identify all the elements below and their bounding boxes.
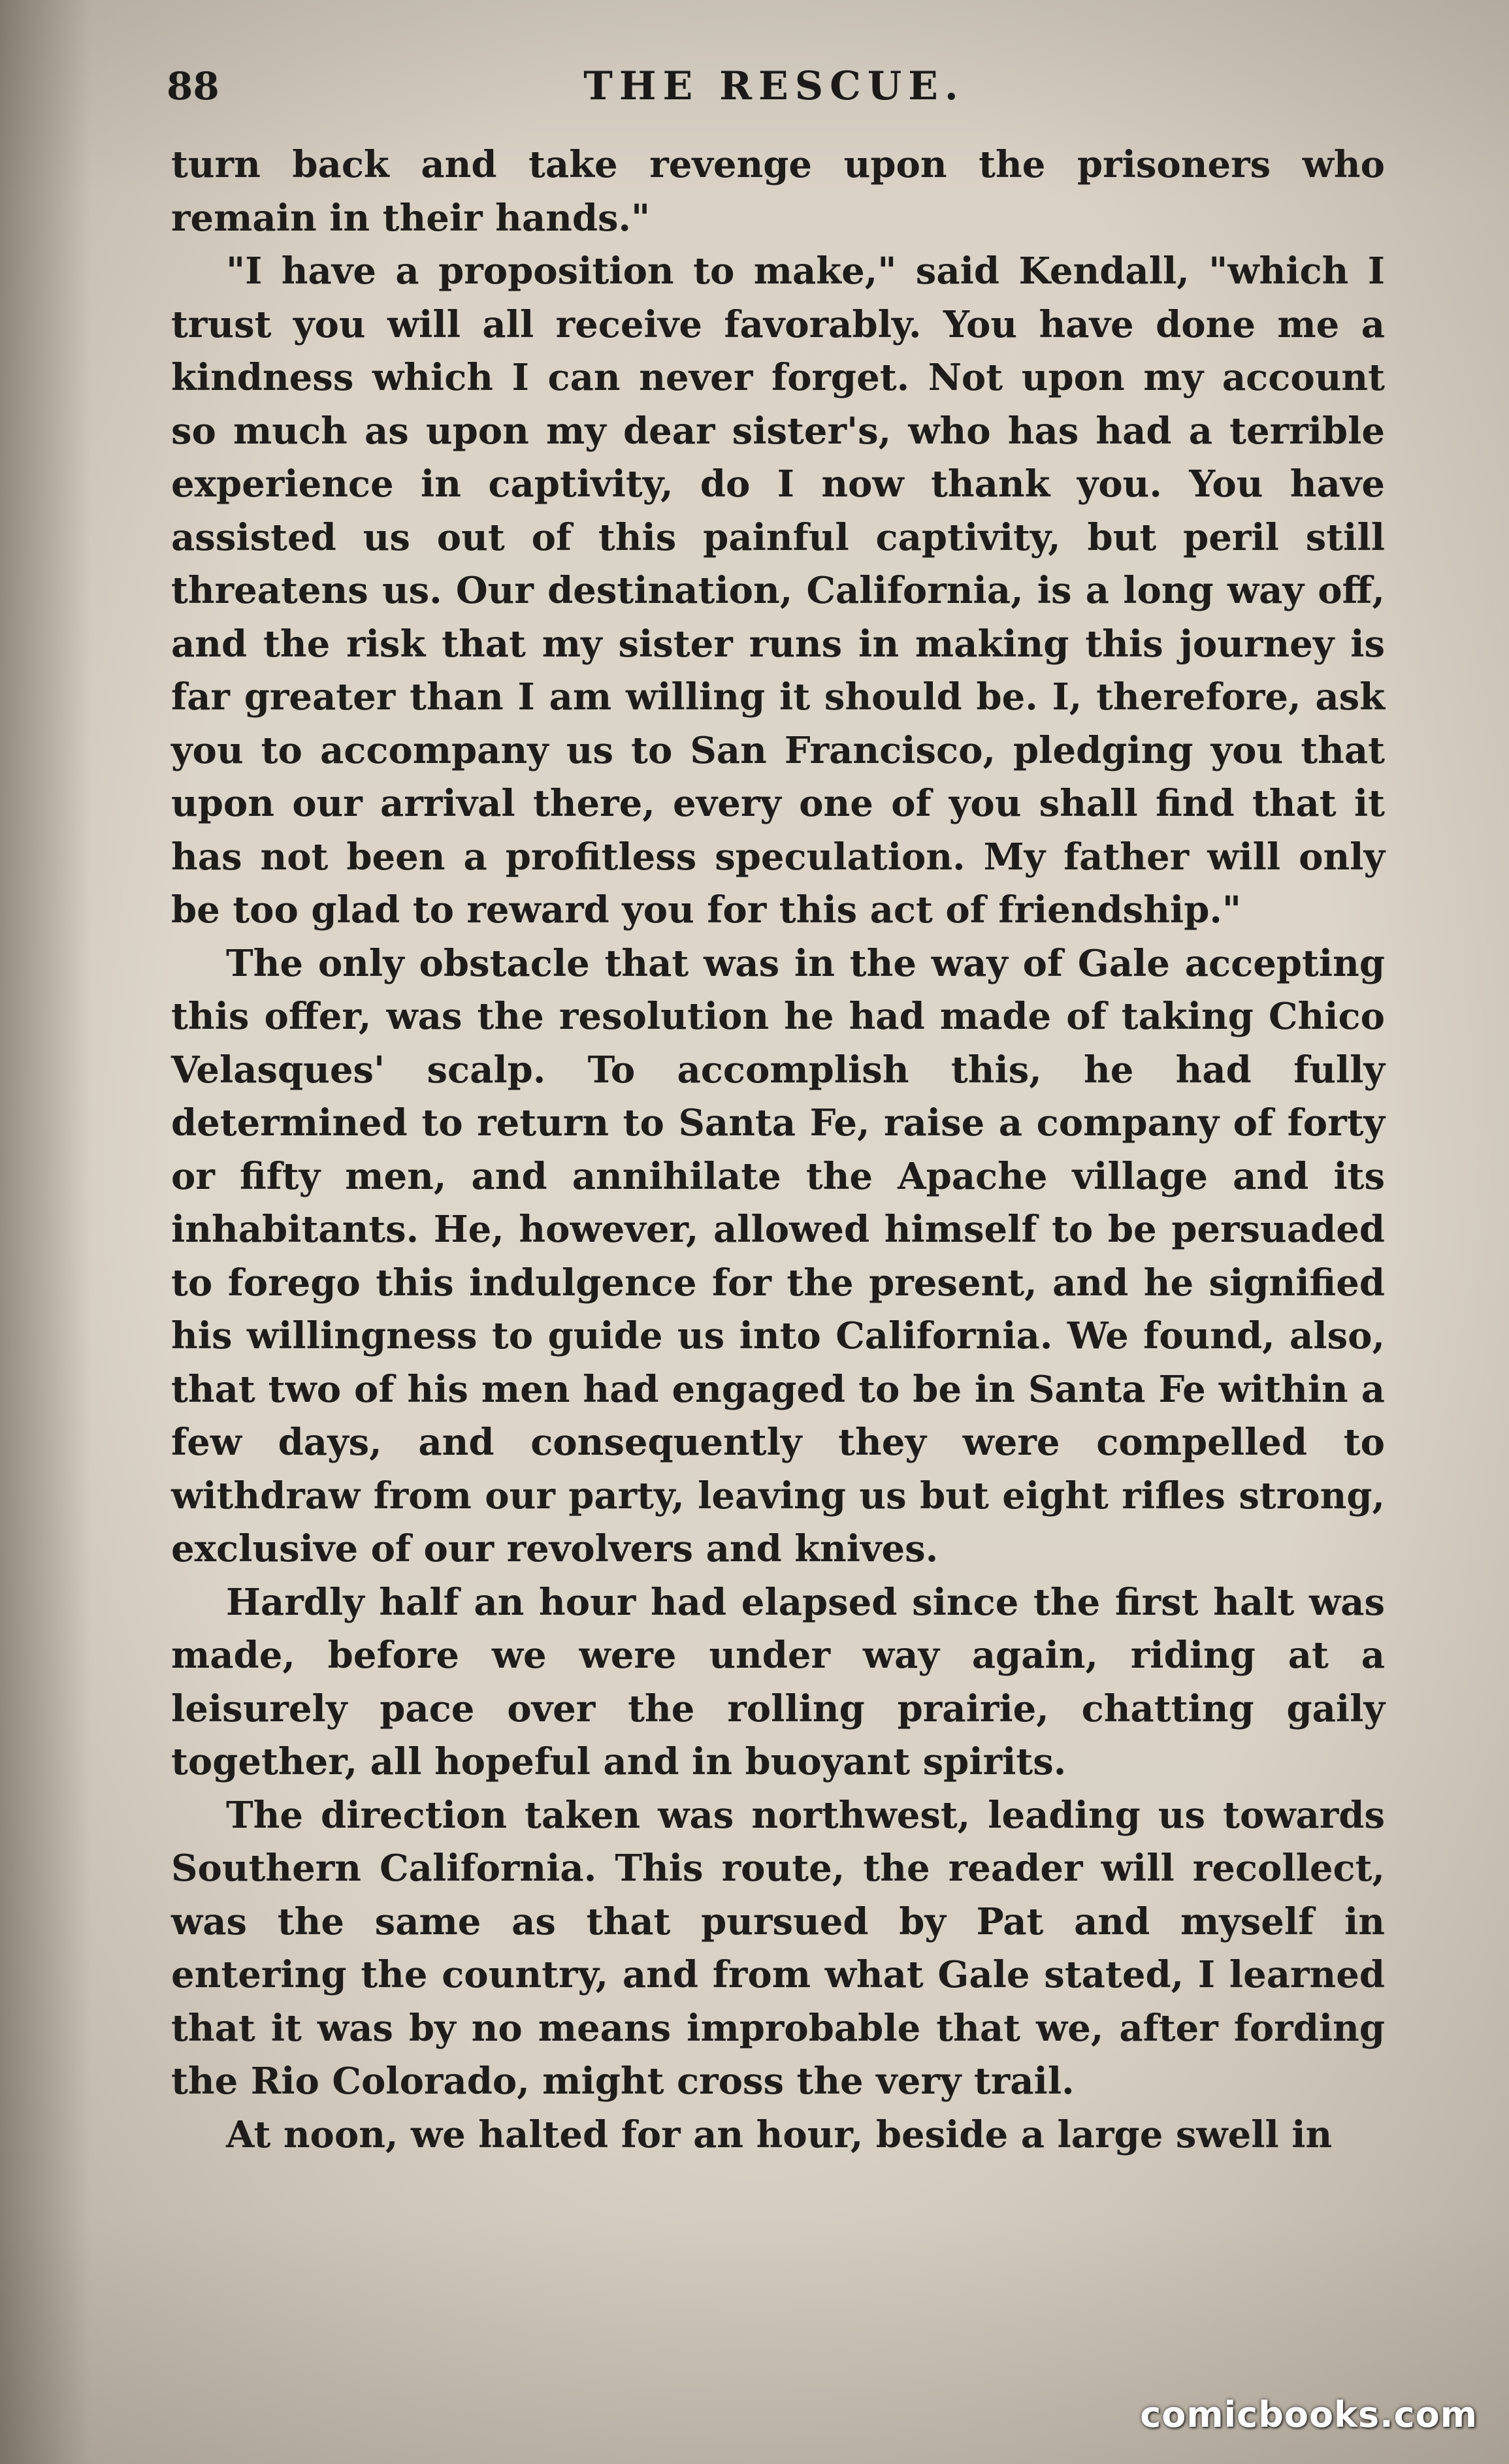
paragraph: The direction taken was northwest, leading us towards Southern California. This route, the reader will recollect, was the same as that pursued by Pat and myself in entering the country, and from what Gale stated, I learned that it was by no means improbable that we, after fording the Rio Colorado, might cross the very trail. bbox=[171, 1793, 1385, 2103]
paragraph: turn back and take revenge upon the prisoners who remain in their hands." bbox=[171, 143, 1385, 240]
page-shadow bbox=[0, 0, 91, 2464]
paragraph: Hardly half an hour had elapsed since the first halt was made, before we were under way again, riding at a leisurely pace over the rolling prairie, chatting gaily together, all hopeful and in buoyant spirits. bbox=[171, 1580, 1385, 1783]
paragraph: At noon, we halted for an hour, beside a large swell in bbox=[226, 2113, 1333, 2156]
paragraph: "I have a proposition to make," said Kendall, "which I trust you will all receive favorably. You have done me a kindness which I can never forget. Not upon my account so much as upon my dear sister's, who has had a terrible experience in captivity, do I now thank you. You have assisted us out of this painful captivity, but peril still threatens us. Our destination, California, is a long way off, and the risk that my sister runs in making this journey is far greater than I am willing it should be. I, therefore, ask you to accompany us to San Francisco, pledging you that upon our arrival there, every one of you shall find that it has not been a profitless speculation. My father will only be too glad to reward you for this act of friendship." bbox=[171, 250, 1385, 932]
paragraph: The only obstacle that was in the way of Gale accepting this offer, was the resolution he had made of taking Chico Velasques' scalp. To accomplish this, he had fully determined to return to Santa Fe, raise a company of forty or fifty men, and annihilate the Apache village and its inhabitants. He, however, allowed himself to be persuaded to forego this indulgence for the present, and he signified his willingness to guide us into California. We found, also, that two of his men had engaged to be in Santa Fe within a few days, and consequently they were compelled to withdraw from our party, leaving us but eight rifles strong, exclusive of our revolvers and knives. bbox=[171, 941, 1385, 1570]
page-number: 88 bbox=[167, 64, 219, 108]
running-head: THE RESCUE. bbox=[583, 63, 965, 109]
page-header bbox=[167, 60, 1382, 112]
body-text bbox=[171, 138, 1385, 2162]
watermark: comicbooks.com bbox=[1140, 2394, 1478, 2435]
